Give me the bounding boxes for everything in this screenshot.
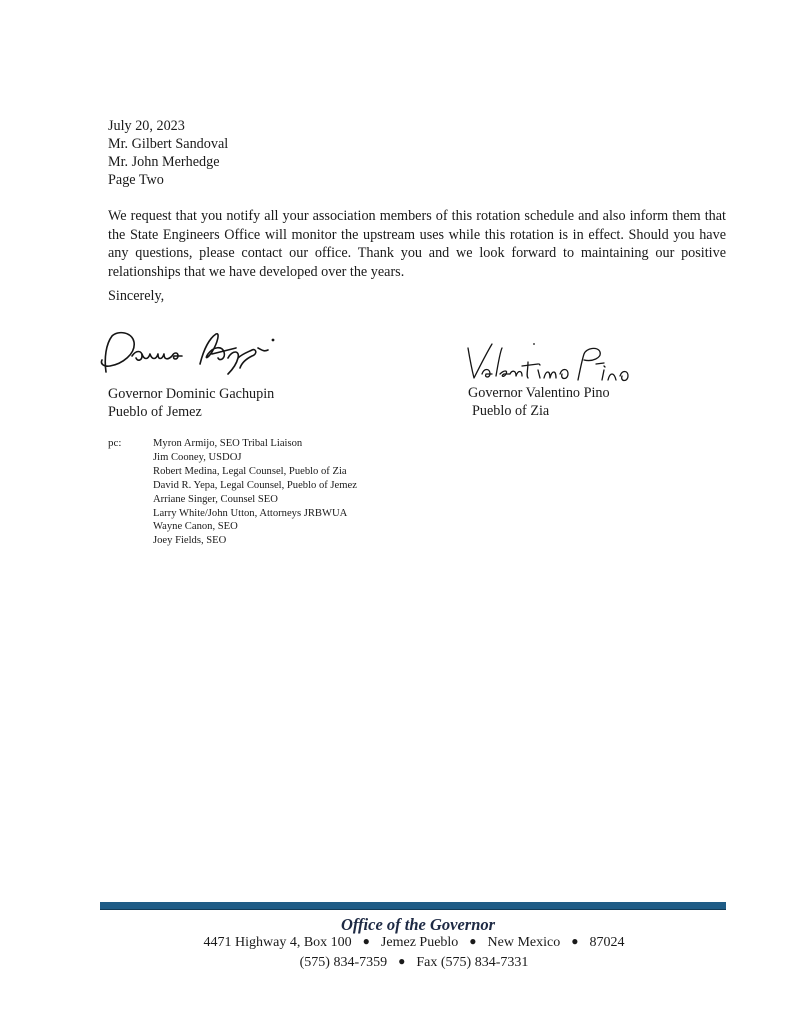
recipient-name: Mr. Gilbert Sandoval: [108, 136, 229, 152]
cc-recipient: David R. Yepa, Legal Counsel, Pueblo of Jemez: [153, 479, 357, 491]
bullet-separator: ●: [469, 934, 477, 948]
footer-contact: [0, 955, 791, 971]
cc-label: pc:: [108, 437, 122, 449]
cc-recipient: Myron Armijo, SEO Tribal Liaison: [153, 438, 303, 449]
page-indicator: Page Two: [108, 172, 164, 188]
closing-salutation: Sincerely,: [108, 288, 165, 304]
address-state: New Mexico: [487, 935, 561, 950]
footer-rule: [100, 902, 726, 910]
address-zip: 87024: [589, 935, 625, 950]
signatory-name: Governor Valentino Pino: [468, 385, 610, 401]
signatory-org: Pueblo of Zia: [472, 403, 550, 419]
cc-recipient: Joey Fields, SEO: [153, 535, 227, 547]
cc-recipient: Larry White/John Utton, Attorneys JRBWUA: [153, 507, 348, 519]
signatory-left: [108, 385, 274, 421]
letter-date: July 20, 2023: [108, 118, 185, 134]
address-city: Jemez Pueblo: [380, 935, 459, 950]
signatory-right: [468, 384, 610, 420]
cc-recipient: Jim Cooney, USDOJ: [153, 451, 242, 463]
recipient-name: Mr. John Merhedge: [108, 154, 220, 170]
signatory-name: Governor Dominic Gachupin: [108, 386, 275, 402]
cc-recipient: Wayne Canon, SEO: [153, 521, 238, 533]
fax-number: Fax (575) 834-7331: [416, 955, 529, 970]
signature-left: [92, 328, 277, 376]
footer-address: [0, 935, 791, 951]
signature-right: [460, 340, 640, 384]
bullet-separator: ●: [571, 934, 579, 948]
cc-recipient: Robert Medina, Legal Counsel, Pueblo of Zia: [153, 465, 347, 477]
bullet-separator: ●: [362, 934, 370, 948]
body-paragraph: We request that you notify all your association members of this rotation schedule and also inform them that the State Engineers Office will monitor the upstream uses while this rotation is in effect. Should you have any questions, please contact our office. Thank you and we look forward to maintaining our positive relationships that we have developed over the years.: [108, 208, 726, 280]
cc-recipient: Arriane Singer, Counsel SEO: [153, 493, 278, 505]
phone-number: (575) 834-7359: [299, 955, 388, 970]
bullet-separator: ●: [398, 954, 406, 968]
footer-title: Office of the Governor: [340, 915, 496, 934]
signatory-org: Pueblo of Jemez: [108, 404, 202, 420]
address-street: 4471 Highway 4, Box 100: [203, 935, 352, 950]
cc-list: [153, 437, 357, 548]
letter-header: [108, 117, 228, 189]
